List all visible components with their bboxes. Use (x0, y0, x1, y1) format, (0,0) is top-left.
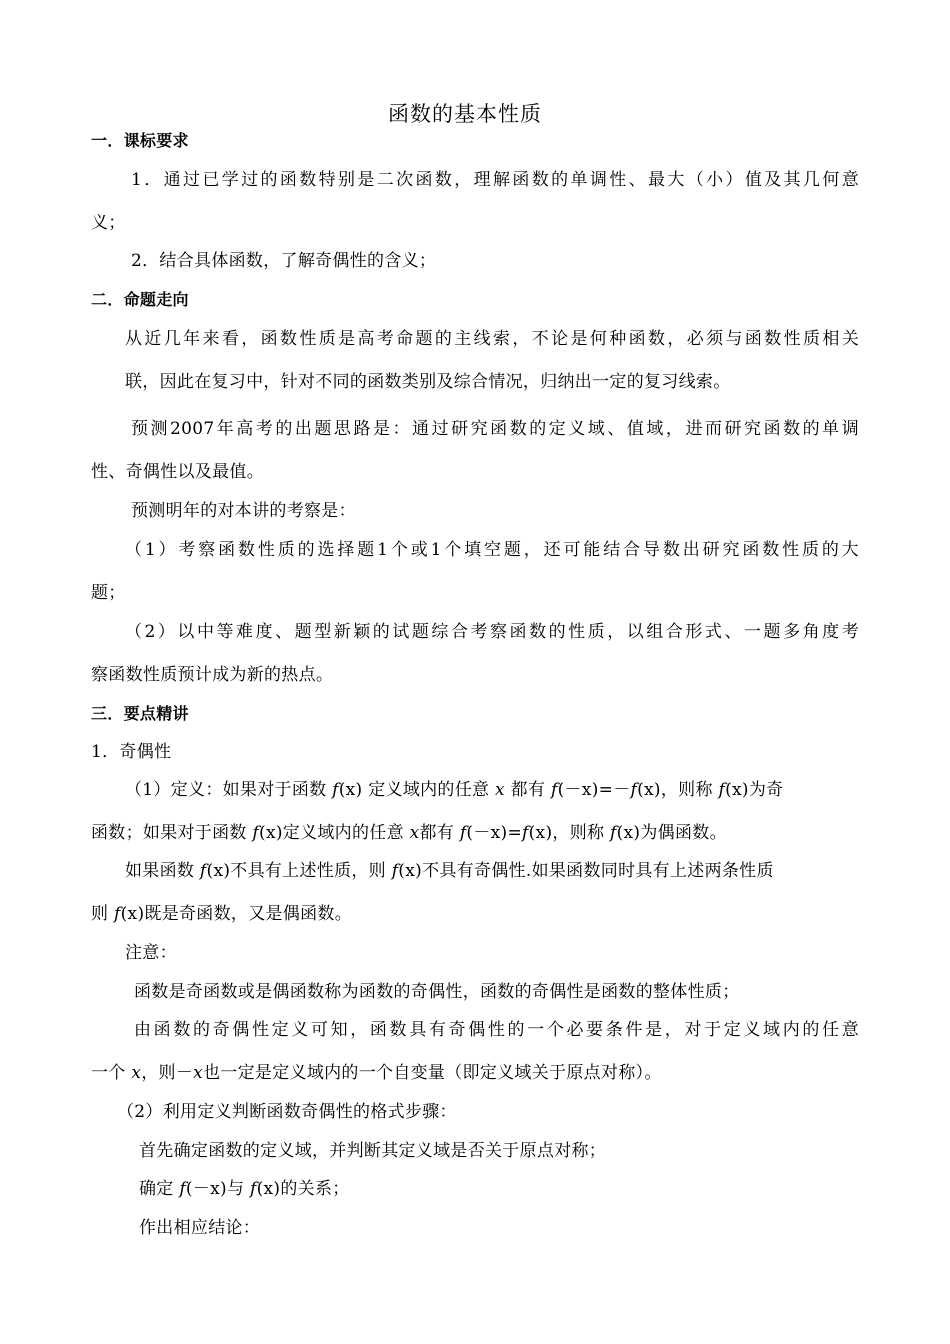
s1-paragraph-1: 1．通过已学过的函数特别是二次函数，理解函数的单调性、最大（小）值及其几何意 (131, 170, 859, 190)
section-heading-3: 三．要点精讲 (91, 704, 189, 723)
math-fx: f(x) (199, 861, 231, 881)
math-fx: f(x) (252, 823, 283, 843)
s2-paragraph-2: 预测2007年高考的出题思路是：通过研究函数的定义域、值域，进而研究函数的单调 (131, 419, 859, 439)
s2-paragraph-4: （1）考察函数性质的选择题1个或1个填空题，还可能结合导数出研究函数性质的大 (125, 540, 859, 560)
math-fx: f(x) (250, 1179, 281, 1199)
math-f-neg-x: f(－x) (550, 780, 599, 800)
s2-paragraph-1: 从近几年来看，函数性质是高考命题的主线索，不论是何种函数，必须与函数性质相关 (125, 329, 859, 349)
s2-paragraph-3: 预测明年的对本讲的考察是： (131, 501, 356, 521)
note-2-cont: 一个 x，则－x也一定是定义域内的一个自变量（即定义域关于原点对称）。 (91, 1063, 662, 1083)
s2-paragraph-2-cont: 性、奇偶性以及最值。 (91, 462, 264, 482)
math-fx: f(x) (332, 780, 363, 800)
math-fx: f(x) (114, 904, 145, 924)
s1-paragraph-2: 2．结合具体函数，了解奇偶性的含义； (131, 251, 437, 271)
note-2: 由函数的奇偶性定义可知，函数具有奇偶性的一个必要条件是，对于定义域内的任意 (134, 1020, 859, 1040)
step-1: 首先确定函数的定义域，并判断其定义域是否关于原点对称； (139, 1141, 607, 1161)
step-3: 作出相应结论： (139, 1218, 261, 1238)
note-label: 注意： (125, 943, 177, 963)
math-fx: f(x) (718, 780, 749, 800)
math-f-neg-x: f(－x) (179, 1179, 227, 1199)
subsection-parity: 1．奇偶性 (91, 742, 172, 762)
math-neg-fx: －f(x) (613, 780, 661, 800)
note-1: 函数是奇函数或是偶函数称为函数的奇偶性，函数的奇偶性是函数的整体性质； (134, 982, 740, 1002)
page-title: 函数的基本性质 (388, 102, 542, 126)
section-heading-2: 二．命题走向 (91, 290, 189, 309)
math-fx: f(x) (610, 823, 641, 843)
math-fx: f(x) (391, 861, 423, 881)
math-f-neg-x: f(－x) (459, 823, 508, 843)
s2-paragraph-5: （2）以中等难度、题型新颖的试题综合考察函数的性质，以组合形式、一题多角度考 (125, 622, 859, 642)
math-fx: f(x) (522, 823, 553, 843)
parity-note-line-1: 如果函数 f(x)不具有上述性质，则 f(x)不具有奇偶性.如果函数同时具有上述两条性质 (125, 861, 774, 881)
s2-paragraph-4-cont: 题； (91, 583, 126, 603)
s1-paragraph-1-cont: 义； (91, 213, 126, 233)
section-heading-1: 一．课标要求 (91, 131, 189, 150)
step-2: 确定 f(－x)与 f(x)的关系； (139, 1179, 350, 1199)
s2-paragraph-1-cont: 联，因此在复习中，针对不同的函数类别及综合情况，归纳出一定的复习线索。 (125, 372, 731, 392)
definition-line-2: 函数；如果对于函数 f(x)定义域内的任意 x都有 f(－x)=f(x)，则称 f(x)为偶函数。 (91, 823, 727, 843)
steps-title: （2）利用定义判断函数奇偶性的格式步骤： (117, 1102, 457, 1122)
s2-paragraph-5-cont: 察函数性质预计成为新的热点。 (91, 665, 334, 685)
definition-line-1: （1）定义：如果对于函数 f(x) 定义域内的任意 x 都有 f(－x)=－f(x)，则称 f(x)为奇 (125, 780, 784, 800)
parity-note-line-2: 则 f(x)既是奇函数，又是偶函数。 (91, 904, 352, 924)
